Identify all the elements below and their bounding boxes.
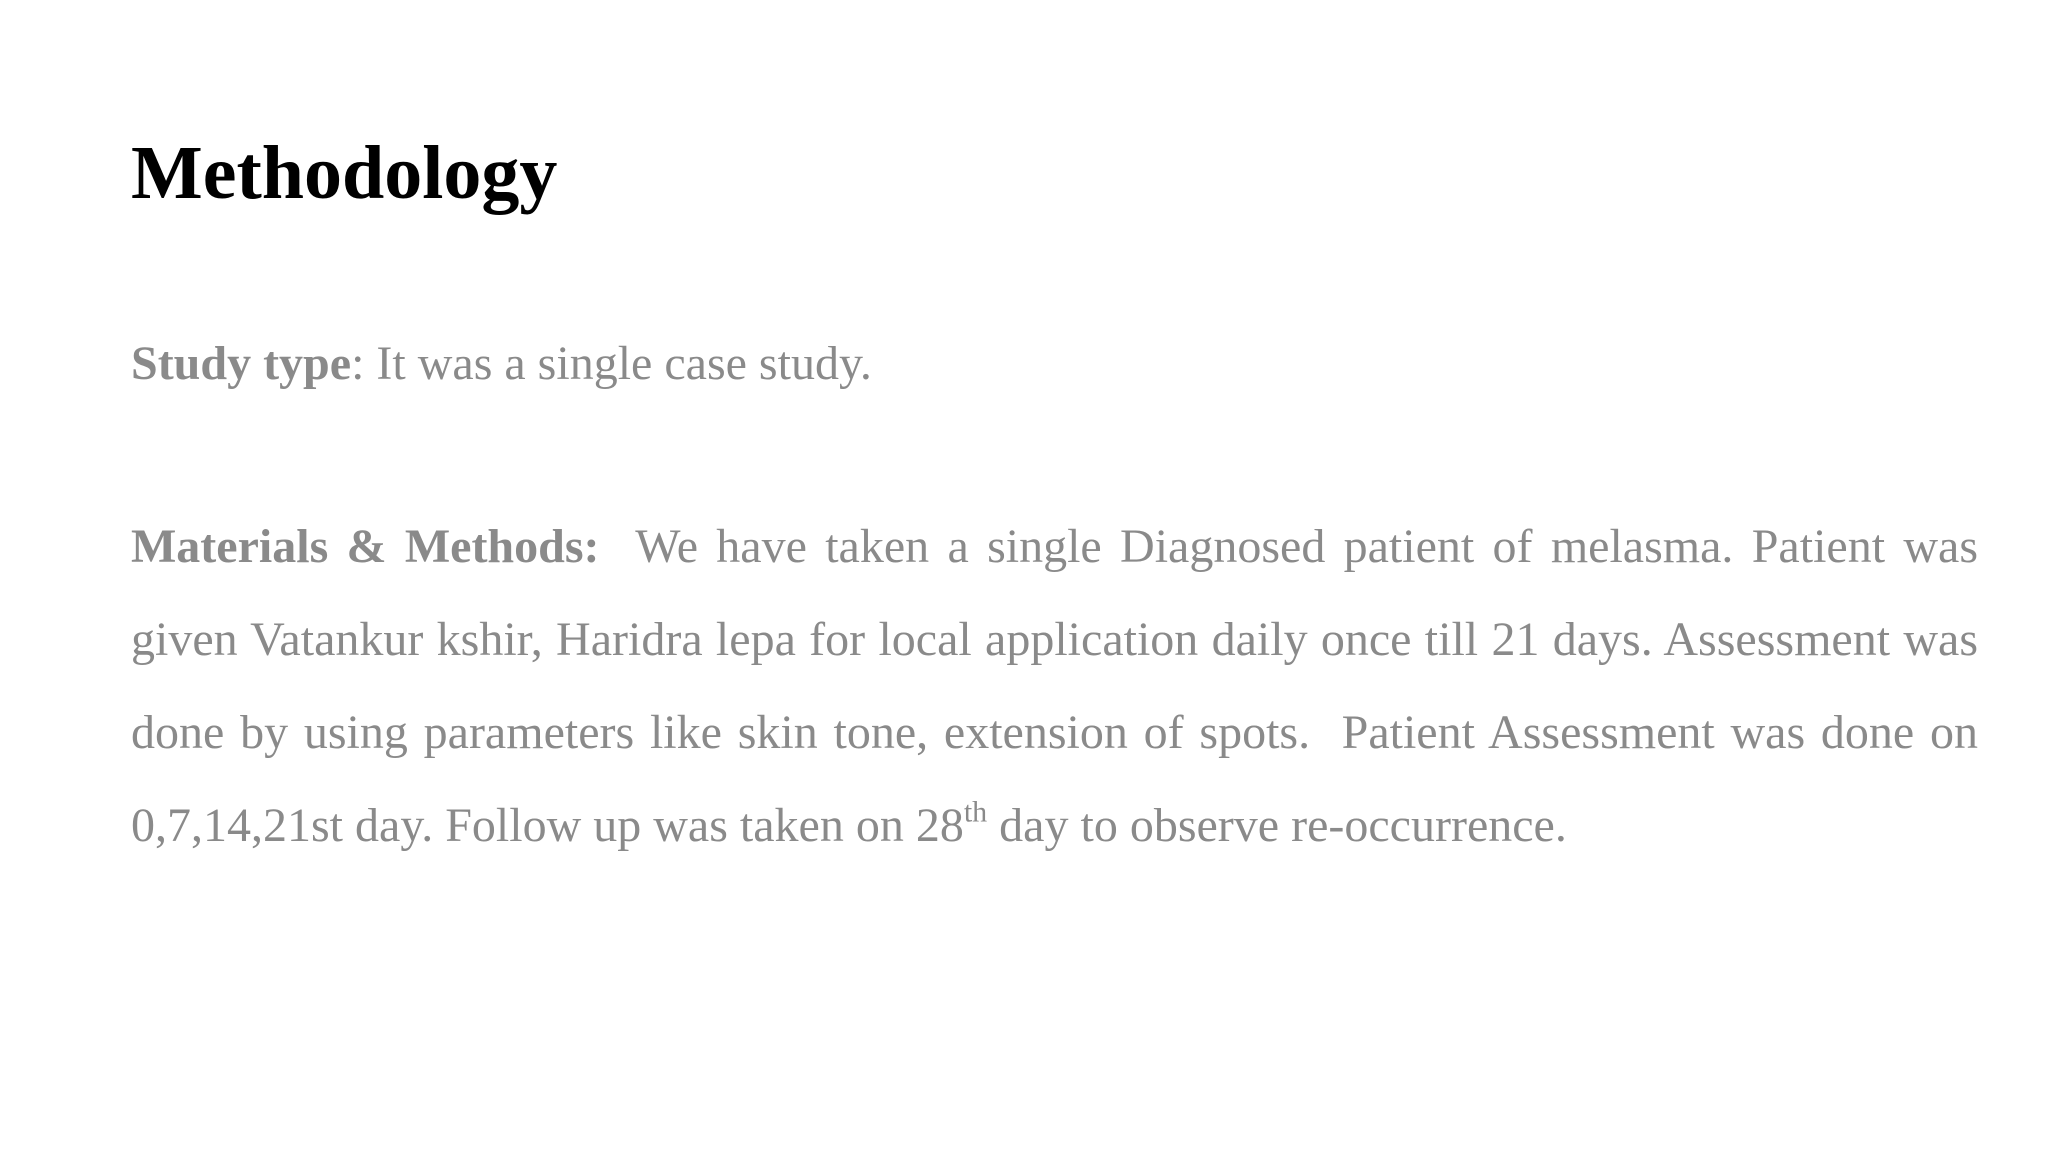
study-type-separator: :: [351, 337, 365, 390]
materials-methods-label: Materials & Methods:: [131, 520, 600, 573]
materials-methods-text-end: day to observe re-occurrence.: [987, 799, 1567, 852]
ordinal-superscript: th: [963, 795, 988, 829]
materials-methods-paragraph: [131, 500, 1990, 872]
slide-title: Methodology: [131, 131, 558, 215]
study-type-text: It was a single case study.: [364, 337, 872, 390]
materials-methods-text: We have taken a single Diagnosed patient of melasma. Patient was given Vatankur kshir, Haridra lepa for local application daily once till 21 days. Assessment was done by using parameters like skin tone, extension of spots. Patient Assessment was done on 0,7,14,21st day. Follow up was taken on 28: [131, 520, 1990, 852]
study-type-label: Study type: [131, 337, 352, 390]
study-type-paragraph: [131, 332, 1978, 396]
